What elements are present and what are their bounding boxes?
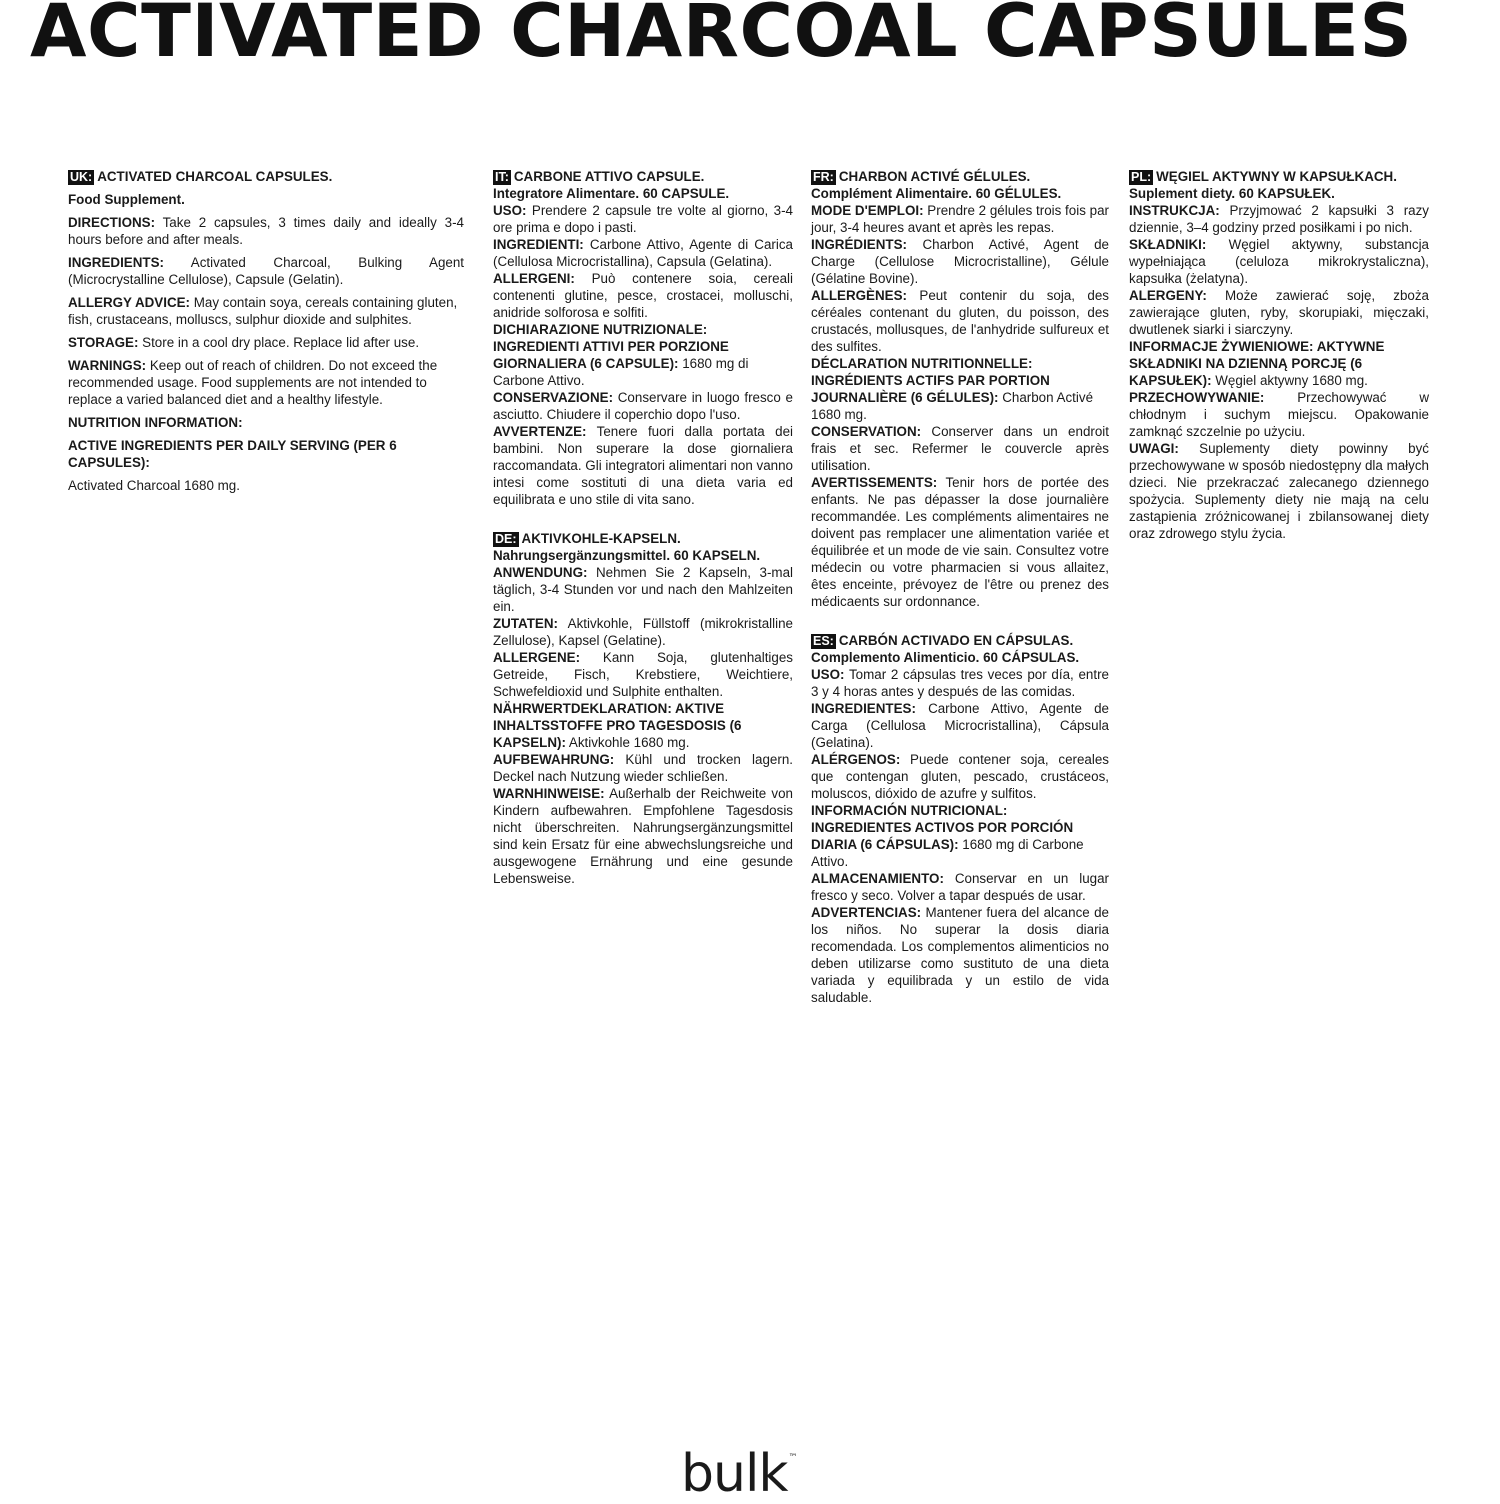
- de-aufbewahrung-text: Kühl und trocken lagern. Deckel nach Nutzung wieder schließen.: [493, 752, 793, 784]
- it-uso-label: USO:: [493, 203, 527, 218]
- de-allergene: [493, 649, 793, 700]
- section-pl: [1129, 168, 1429, 542]
- de-anwendung: [493, 564, 793, 615]
- fr-title: CHARBON ACTIVÉ GÉLULES. Complément Alimentaire. 60 GÉLULES.: [811, 169, 1062, 201]
- fr-ingredients: [811, 236, 1109, 287]
- de-title: AKTIVKOHLE-KAPSELN.: [521, 531, 681, 546]
- pl-przechowywanie-text: Przechowywać w chłodnym i suchym miejscu. Opakowanie zamknąć szczelnie po użyciu.: [1129, 390, 1429, 439]
- section-de: [493, 530, 793, 887]
- uk-directions: [68, 214, 464, 248]
- it-allergeni-label: ALLERGENI:: [493, 271, 575, 286]
- it-uso: [493, 202, 793, 236]
- fr-mode: [811, 202, 1109, 236]
- pl-uwagi-text: Suplementy diety powinny być przechowywane w sposób niedostępny dla małych dzieci. Nie przekraczać zalecanego dziennego spożycia. Suplementy diety nie mają na celu zastąpienia zróżnicowanej i zbilansowanej diety oraz zdrowego stylu życia.: [1129, 441, 1429, 541]
- fr-mode-label: MODE D'EMPLOI:: [811, 203, 924, 218]
- uk-storage: [68, 334, 464, 351]
- uk-warnings-text: Keep out of reach of children. Do not exceed the recommended usage. Food supplements are not intended to replace a varied balanced diet and a healthy lifestyle.: [68, 358, 438, 407]
- de-allergene-text: Kann Soja, glutenhaltiges Getreide, Fisch, Krebstiere, Weichtiere, Schwefeldioxid und Sulphite enthalten.: [493, 650, 793, 699]
- es-almacenamiento-text: Conservar en un lugar fresco y seco. Volver a tapar después de usar.: [811, 871, 1109, 903]
- pl-instrukcja-text: Przyjmować 2 kapsułki 3 razy dziennie, 3–4 godziny przed posiłkami i po nich.: [1129, 203, 1429, 235]
- it-avvertenze: [493, 423, 793, 508]
- fr-declaration-label: DÉCLARATION NUTRITIONNELLE: INGRÉDIENTS ACTIFS PAR PORTION JOURNALIÈRE (6 GÉLULES):: [811, 356, 1050, 405]
- it-conservazione-label: CONSERVAZIONE:: [493, 390, 614, 405]
- es-uso-text: Tomar 2 cápsulas tres veces por día, entre 3 y 4 horas antes y después de las comidas.: [811, 667, 1109, 699]
- de-naehrwert: [493, 700, 793, 751]
- uk-warnings: [68, 357, 464, 408]
- es-alergenos: [811, 751, 1109, 802]
- pl-heading: [1129, 168, 1429, 185]
- column-fr-es: [811, 168, 1109, 1028]
- pl-przechowywanie: [1129, 389, 1429, 440]
- pl-alergeny: [1129, 287, 1429, 338]
- es-ingredientes-text: Carbone Attivo, Agente de Carga (Cellulosa Microcristallina), Cápsula (Gelatina).: [811, 701, 1109, 750]
- pl-informacje-text: Węgiel aktywny 1680 mg.: [1211, 373, 1368, 388]
- uk-allergy: [68, 294, 464, 328]
- de-anwendung-label: ANWENDUNG:: [493, 565, 588, 580]
- fr-allergenes: [811, 287, 1109, 355]
- it-nutrizionale-text: 1680 mg di Carbone Attivo.: [493, 356, 749, 388]
- fr-ingredients-text: Charbon Activé, Agent de Charge (Cellulose Microcristalline), Gélule (Gélatine Bovine).: [811, 237, 1109, 286]
- pl-informacje: [1129, 338, 1429, 389]
- section-fr: [811, 168, 1109, 610]
- fr-ingredients-label: INGRÉDIENTS:: [811, 237, 907, 252]
- uk-heading: [68, 168, 464, 185]
- uk-allergy-label: ALLERGY ADVICE:: [68, 295, 191, 310]
- it-allergeni: [493, 270, 793, 321]
- uk-title: ACTIVATED CHARCOAL CAPSULES.: [97, 169, 333, 184]
- de-zutaten-text: Aktivkohle, Füllstoff (mikrokristalline Zellulose), Kapsel (Gelatine).: [493, 616, 793, 648]
- uk-ingredients-label: INGREDIENTS:: [68, 255, 164, 270]
- es-almacenamiento: [811, 870, 1109, 904]
- es-ingredientes-label: INGREDIENTES:: [811, 701, 916, 716]
- it-ingredienti-label: INGREDIENTI:: [493, 237, 584, 252]
- fr-avertissements-text: Tenir hors de portée des enfants. Ne pas dépasser la dose journalière recommandée. Les compléments alimentaires ne doivent pas remplacer une alimentation variée et équilibrée et un mode de vie sain. Consultez votre médecin ou votre pharmacien si vous allaitez, êtes enceinte, prévoyez de l'être ou prenez des médicaents sur ordonnance.: [811, 475, 1109, 609]
- pl-title: WĘGIEL AKTYWNY W KAPSUŁKACH.: [1156, 169, 1397, 184]
- it-language-code: IT:: [495, 170, 509, 184]
- de-warnhinweise: [493, 785, 793, 887]
- pl-informacje-label: INFORMACJE ŻYWIENIOWE: AKTYWNE SKŁADNIKI NA DZIENNĄ PORCJĘ (6 KAPSUŁEK):: [1129, 339, 1385, 388]
- pl-subheading: Suplement diety. 60 KAPSUŁEK.: [1129, 186, 1335, 201]
- es-almacenamiento-label: ALMACENAMIENTO:: [811, 871, 944, 886]
- uk-language-code: UK:: [70, 170, 93, 184]
- page-title: ACTIVATED CHARCOAL CAPSULES: [30, 0, 1413, 74]
- uk-active-text: Activated Charcoal 1680 mg.: [68, 478, 240, 493]
- fr-conservation-text: Conserver dans un endroit frais et sec. Refermer le couvercle après utilisation.: [811, 424, 1109, 473]
- pl-instrukcja: [1129, 202, 1429, 236]
- it-uso-text: Prendere 2 capsule tre volte al giorno, 3-4 ore prima e dopo i pasti.: [493, 203, 793, 235]
- pl-skladniki-text: Węgiel aktywny, substancja wypełniająca (celuloza mikrokrystaliczna), kapsułka (żelatyna).: [1129, 237, 1429, 286]
- de-zutaten-label: ZUTATEN:: [493, 616, 558, 631]
- pl-przechowywanie-label: PRZECHOWYWANIE:: [1129, 390, 1265, 405]
- es-uso-label: USO:: [811, 667, 845, 682]
- pl-skladniki-label: SKŁADNIKI:: [1129, 237, 1207, 252]
- es-informacion-text: 1680 mg di Carbone Attivo.: [811, 837, 1084, 869]
- fr-mode-text: Prendre 2 gélules trois fois par jour, 3-4 heures avant et après les repas.: [811, 203, 1109, 235]
- uk-nutrition-label: NUTRITION INFORMATION:: [68, 415, 243, 430]
- section-es: [811, 632, 1109, 1006]
- it-allergeni-text: Può contenere soia, cereali contenenti glutine, pesce, crostacei, molluschi, anidride solforosa e solfiti.: [493, 271, 793, 320]
- fr-avertissements: [811, 474, 1109, 610]
- fr-declaration: [811, 355, 1109, 423]
- uk-subheading: Food Supplement.: [68, 192, 185, 207]
- trademark-symbol: ™: [788, 1453, 797, 1463]
- bulk-logo: [681, 1444, 797, 1504]
- pl-alergeny-text: Może zawierać soję, zboża zawierające gluten, ryby, skorupiaki, mięczaki, dwutlenek siarki i siarczyny.: [1129, 288, 1429, 337]
- es-heading: [811, 632, 1109, 649]
- it-conservazione-text: Conservare in luogo fresco e asciutto. Chiudere il coperchio dopo l'uso.: [493, 390, 793, 422]
- es-informacion-label: INFORMACIÓN NUTRICIONAL: INGREDIENTES ACTIVOS POR PORCIÓN DIARIA (6 CÁPSULAS):: [811, 803, 1074, 852]
- de-subheading: Nahrungsergänzungsmittel. 60 KAPSELN.: [493, 548, 761, 563]
- es-alergenos-text: Puede contener soja, cereales que contengan gluten, pescado, crustáceos, moluscos, dióxido de azufre y sulfitos.: [811, 752, 1109, 801]
- uk-storage-text: Store in a cool dry place. Replace lid after use.: [138, 335, 420, 350]
- uk-allergy-text: May contain soya, cereals containing gluten, fish, crustaceans, molluscs, sulphur dioxide and sulphites.: [68, 295, 458, 327]
- uk-directions-text: Take 2 capsules, 3 times daily and ideally 3-4 hours before and after meals.: [68, 215, 464, 247]
- fr-conservation: [811, 423, 1109, 474]
- it-ingredienti-text: Carbone Attivo, Agente di Carica (Cellulosa Microcristallina), Capsula (Gelatina).: [493, 237, 793, 269]
- de-language-code: DE:: [495, 532, 517, 546]
- es-informacion: [811, 802, 1109, 870]
- es-language-code: ES:: [813, 634, 834, 648]
- it-conservazione: [493, 389, 793, 423]
- uk-ingredients-text: Activated Charcoal, Bulking Agent (Microcrystalline Cellulose), Capsule (Gelatin).: [68, 255, 464, 287]
- es-advertencias: [811, 904, 1109, 1006]
- de-naehrwert-label: NÄHRWERTDEKLARATION: AKTIVE INHALTSSTOFFE PRO TAGESDOSIS (6 KAPSELN):: [493, 701, 742, 750]
- fr-allergenes-text: Peut contenir du soja, des céréales contenant du gluten, du poisson, des crustacés, mollusques, de l'anhydride sulfureux et des sulfites.: [811, 288, 1109, 354]
- es-advertencias-text: Mantener fuera del alcance de los niños. No superar la dosis diaria recomendada. Los complementos alimenticios no deben utilizarse como sustituto de una dieta variada y equilibrada y un estilo de vida saludable.: [811, 905, 1109, 1005]
- it-title: CARBONE ATTIVO CAPSULE.: [513, 169, 705, 184]
- de-warnhinweise-label: WARNHINWEISE:: [493, 786, 605, 801]
- it-ingredienti: [493, 236, 793, 270]
- uk-warnings-label: WARNINGS:: [68, 358, 147, 373]
- uk-ingredients: [68, 254, 464, 288]
- de-warnhinweise-text: Außerhalb der Reichweite von Kindern aufbewahren. Empfohlene Tagesdosis nicht überschreiten. Nahrungsergänzungsmittel sind kein Ersatz für eine abwechslungsreiche und ausgewogene Ernährung und eine gesunde Lebensweise.: [493, 786, 793, 886]
- fr-conservation-label: CONSERVATION:: [811, 424, 922, 439]
- pl-instrukcja-label: INSTRUKCJA:: [1129, 203, 1220, 218]
- uk-storage-label: STORAGE:: [68, 335, 139, 350]
- es-title: CARBÓN ACTIVADO EN CÁPSULAS.: [838, 633, 1074, 648]
- es-ingredientes: [811, 700, 1109, 751]
- uk-active-label: ACTIVE INGREDIENTS PER DAILY SERVING (PER 6 CAPSULES):: [68, 438, 397, 470]
- de-zutaten: [493, 615, 793, 649]
- fr-language-code: FR:: [813, 170, 834, 184]
- de-naehrwert-text: Aktivkohle 1680 mg.: [565, 735, 690, 750]
- fr-allergenes-label: ALLERGÈNES:: [811, 288, 907, 303]
- pl-alergeny-label: ALERGENY:: [1129, 288, 1207, 303]
- pl-uwagi: [1129, 440, 1429, 542]
- fr-heading: [811, 168, 1109, 202]
- it-avvertenze-text: Tenere fuori dalla portata dei bambini. Non superare la dose giornaliera raccomandata. Gli integratori alimentari non vanno intesi come sostituti di una dieta varia ed equilibrata e uno stile di vita sano.: [493, 424, 793, 507]
- fr-declaration-text: Charbon Activé 1680 mg.: [811, 390, 1094, 422]
- es-advertencias-label: ADVERTENCIAS:: [811, 905, 922, 920]
- de-anwendung-text: Nehmen Sie 2 Kapseln, 3-mal täglich, 3-4 Stunden vor und nach den Mahlzeiten ein.: [493, 565, 793, 614]
- de-aufbewahrung-label: AUFBEWAHRUNG:: [493, 752, 615, 767]
- it-avvertenze-label: AVVERTENZE:: [493, 424, 587, 439]
- column-it-de: [493, 168, 793, 909]
- logo-text: bulk: [681, 1444, 788, 1504]
- pl-uwagi-label: UWAGI:: [1129, 441, 1179, 456]
- it-nutrizionale: [493, 321, 793, 389]
- it-subheading: Integratore Alimentare. 60 CAPSULE.: [493, 186, 730, 201]
- fr-avertissements-label: AVERTISSEMENTS:: [811, 475, 938, 490]
- de-allergene-label: ALLERGENE:: [493, 650, 581, 665]
- es-subheading: Complemento Alimenticio. 60 CÁPSULAS.: [811, 650, 1080, 665]
- section-it: [493, 168, 793, 508]
- es-uso: [811, 666, 1109, 700]
- it-nutrizionale-label: DICHIARAZIONE NUTRIZIONALE: INGREDIENTI ATTIVI PER PORZIONE GIORNALIERA (6 CAPSULE):: [493, 322, 729, 371]
- it-heading: [493, 168, 793, 185]
- uk-directions-label: DIRECTIONS:: [68, 215, 156, 230]
- de-heading: [493, 530, 793, 547]
- pl-skladniki: [1129, 236, 1429, 287]
- section-uk: [68, 168, 464, 500]
- pl-language-code: PL:: [1131, 170, 1152, 184]
- de-aufbewahrung: [493, 751, 793, 785]
- es-alergenos-label: ALÉRGENOS:: [811, 752, 901, 767]
